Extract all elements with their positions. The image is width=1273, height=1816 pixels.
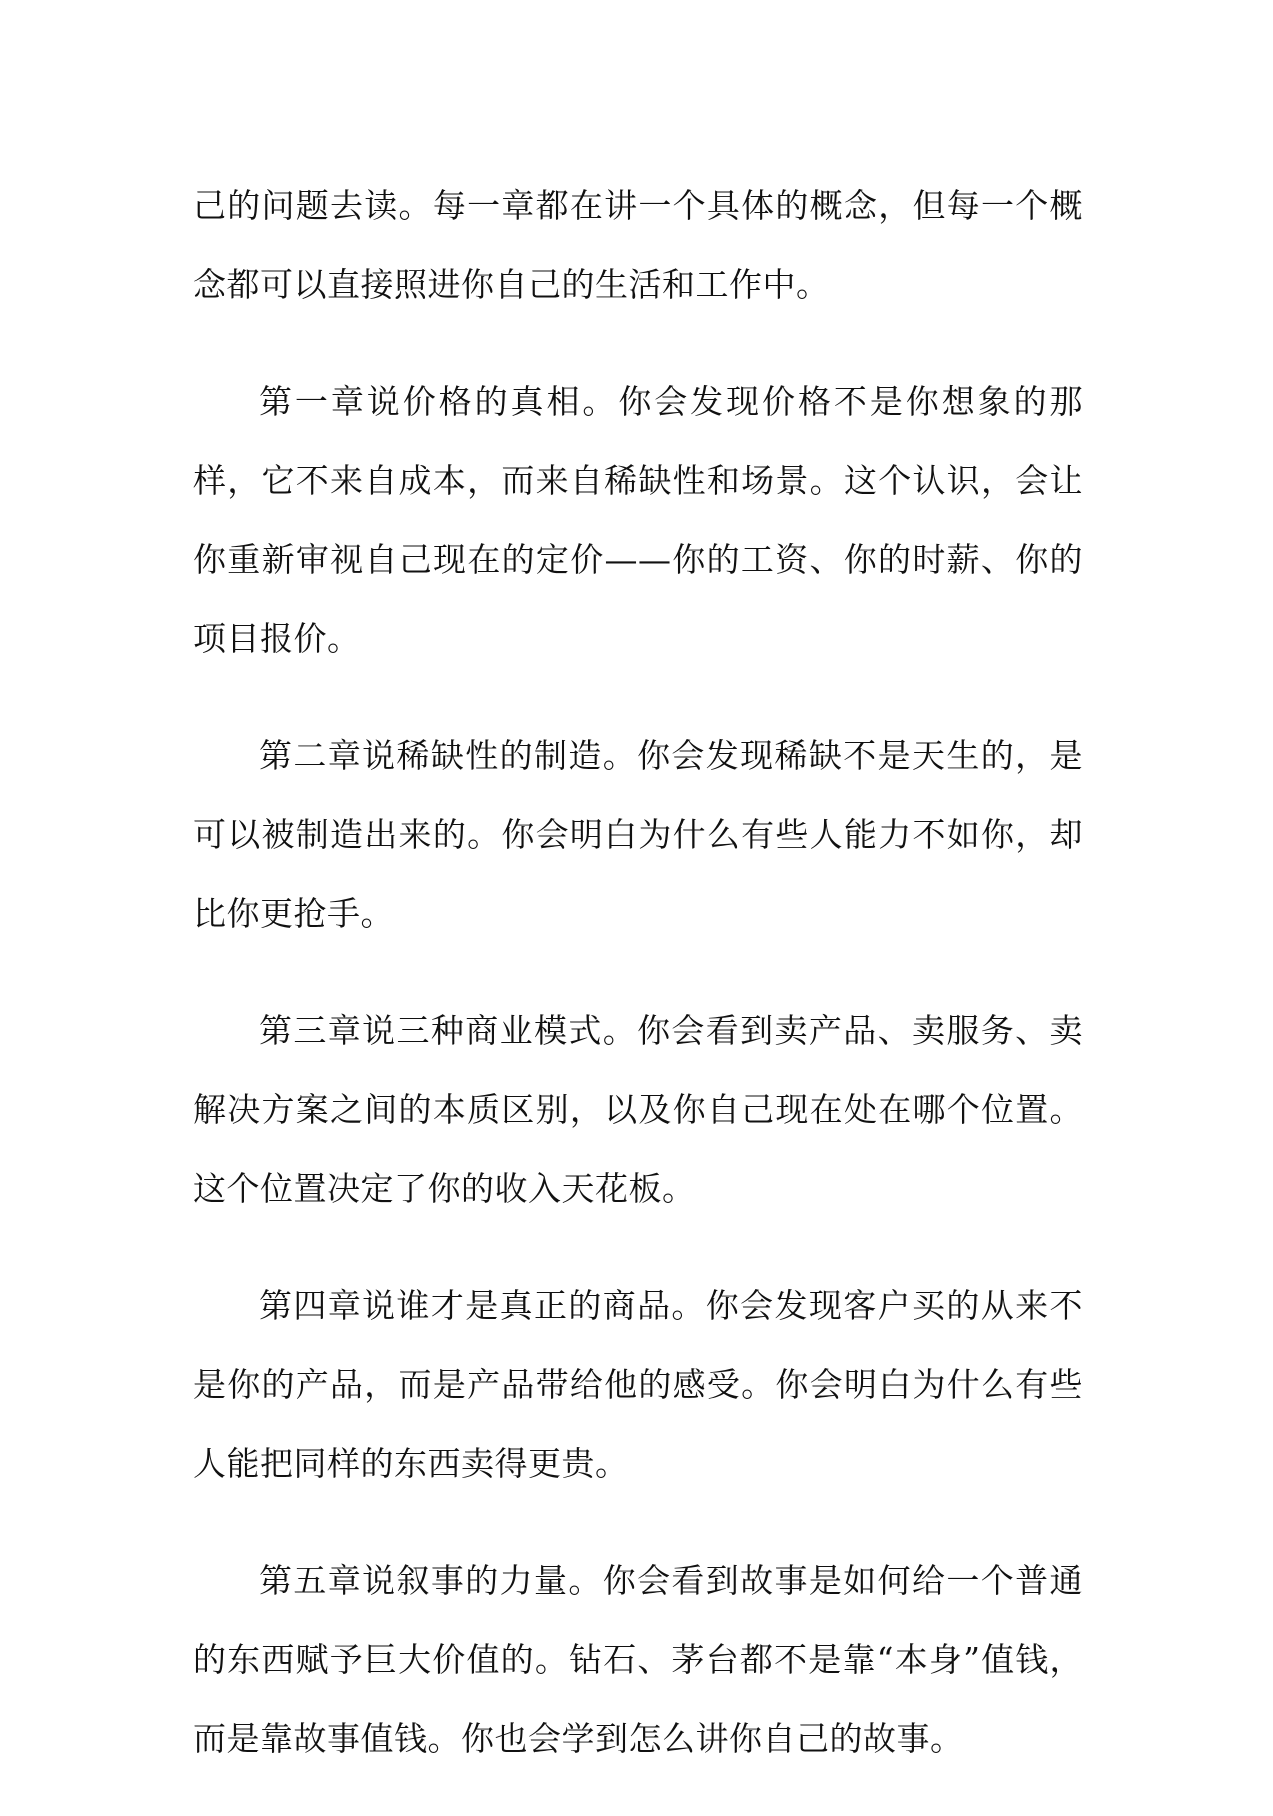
paragraph-chapter-5: 第五章说叙事的力量。你会看到故事是如何给一个普通的东西赋予巨大价值的。钻石、茅台都不是靠“本身”值钱，而是靠故事值钱。你也会学到怎么讲你自己的故事。 xyxy=(193,1561,1083,1758)
document-page xyxy=(193,166,1083,1816)
paragraph-chapter-4: 第四章说谁才是真正的商品。你会发现客户买的从来不是你的产品，而是产品带给他的感受。你会明白为什么有些人能把同样的东西卖得更贵。 xyxy=(193,1286,1083,1483)
paragraph-chapter-2: 第二章说稀缺性的制造。你会发现稀缺不是天生的，是可以被制造出来的。你会明白为什么有些人能力不如你，却比你更抢手。 xyxy=(193,736,1083,933)
paragraph-continuation: 己的问题去读。每一章都在讲一个具体的概念，但每一个概念都可以直接照进你自己的生活和工作中。 xyxy=(193,186,1083,304)
paragraph-chapter-1: 第一章说价格的真相。你会发现价格不是你想象的那样，它不来自成本，而来自稀缺性和场景。这个认识，会让你重新审视自己现在的定价——你的工资、你的时薪、你的项目报价。 xyxy=(193,382,1083,658)
paragraph-chapter-3: 第三章说三种商业模式。你会看到卖产品、卖服务、卖解决方案之间的本质区别，以及你自己现在处在哪个位置。这个位置决定了你的收入天花板。 xyxy=(193,1011,1083,1208)
